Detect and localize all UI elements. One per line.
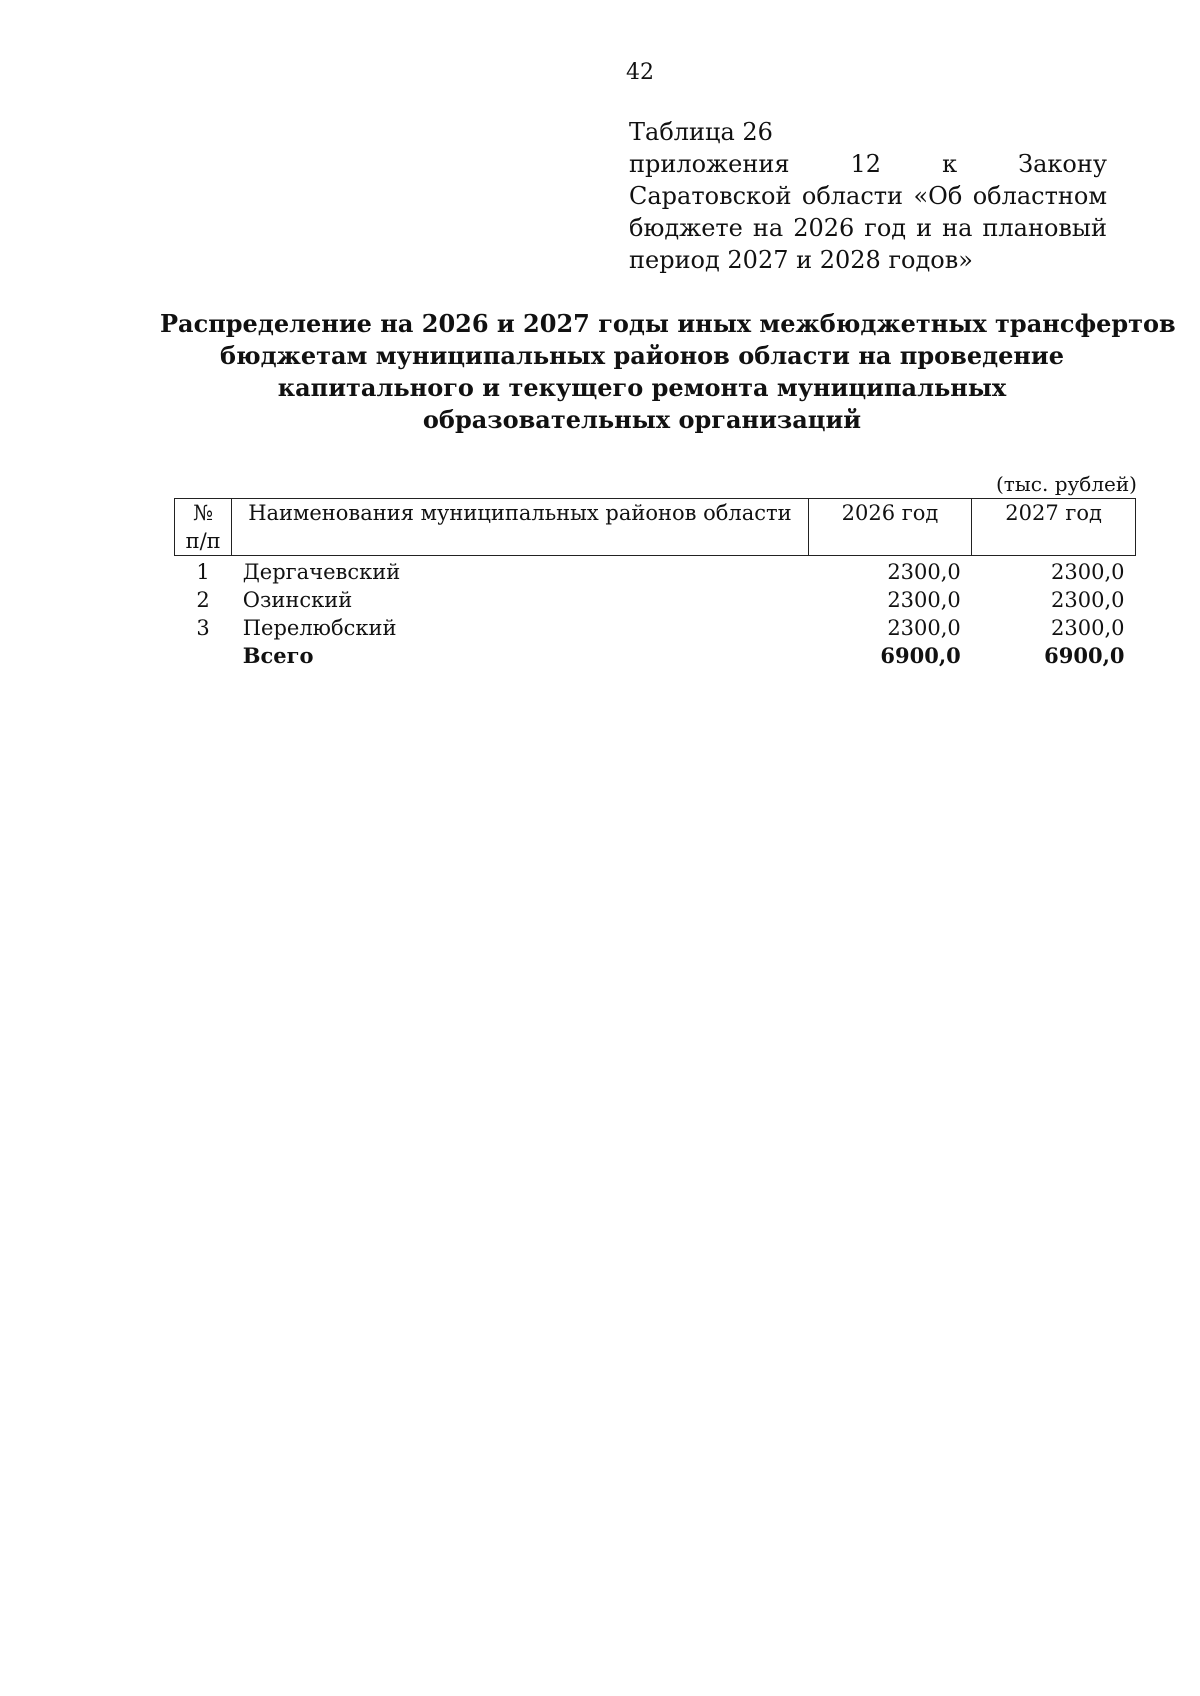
header-number-abbr: п/п	[185, 529, 221, 553]
header-year-2027: 2027 год	[972, 499, 1136, 556]
district-name: Дергачевский	[242, 560, 401, 584]
total-label: Всего	[242, 643, 314, 668]
row-number: 3	[196, 616, 210, 640]
header-year-2026: 2026 год	[808, 499, 972, 556]
title-line: бюджетам муниципальных районов области на проведение	[219, 341, 1065, 370]
appendix-reference	[629, 116, 1107, 276]
row-number: 2	[196, 588, 210, 612]
total-2027: 6900,0	[1044, 643, 1125, 668]
district-name: Озинский	[242, 588, 353, 612]
table-row	[175, 586, 1136, 614]
title-line: капитального и текущего ремонта муниципальных	[277, 373, 1007, 402]
total-2026: 6900,0	[880, 643, 961, 668]
value-2026: 2300,0	[887, 560, 961, 584]
value-2027: 2300,0	[1051, 588, 1125, 612]
title-line: Распределение на 2026 и 2027 годы иных межбюджетных трансфертов	[160, 309, 1176, 338]
district-name: Перелюбский	[242, 616, 397, 640]
value-2026: 2300,0	[887, 616, 961, 640]
total-row-number	[175, 642, 232, 670]
table-row	[175, 556, 1136, 587]
value-2027: 2300,0	[1051, 560, 1125, 584]
document-title	[160, 308, 1176, 436]
page-number: 42	[626, 60, 654, 85]
header-number-sign: №	[193, 501, 214, 525]
appendix-text: приложения 12 к Закону Саратовской области «Об областном бюджете на 2026 год и на плановый период 2027 и 2028 годов»	[629, 150, 1107, 274]
table-header-row	[175, 499, 1136, 556]
header-district-name: Наименования муниципальных районов области	[232, 499, 808, 556]
total-row	[175, 642, 1136, 670]
appendix-table-label: Таблица 26	[629, 118, 773, 146]
header-number	[175, 499, 232, 556]
transfers-table	[174, 498, 1136, 670]
value-2027: 2300,0	[1051, 616, 1125, 640]
units-label: (тыс. рублей)	[996, 472, 1137, 496]
value-2026: 2300,0	[887, 588, 961, 612]
table-row	[175, 614, 1136, 642]
row-number: 1	[196, 560, 210, 584]
title-line: образовательных организаций	[422, 405, 862, 434]
